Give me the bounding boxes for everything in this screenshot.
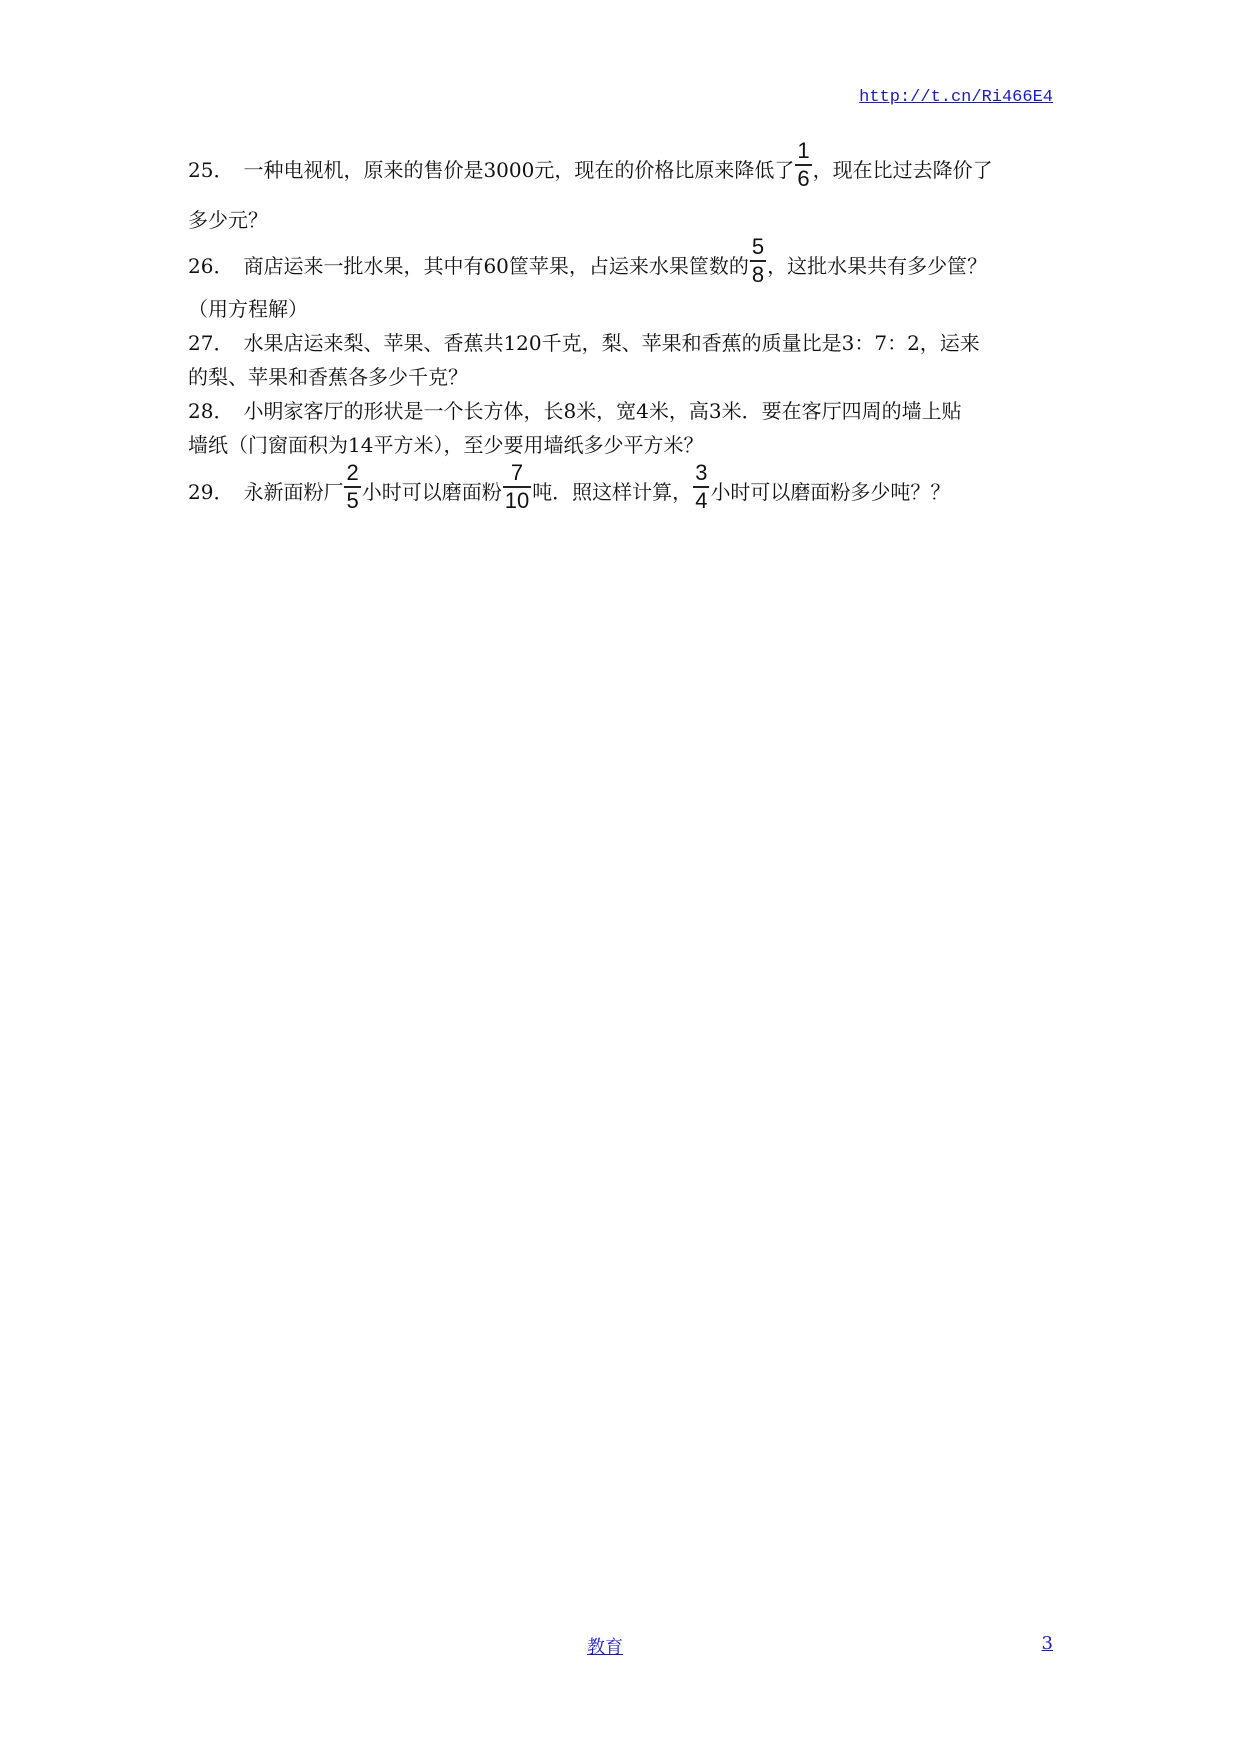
fraction: [693, 459, 709, 513]
fraction-numerator: 5: [751, 233, 765, 259]
footer-link[interactable]: 教育: [587, 1637, 623, 1658]
question-text: 水果店运来梨、苹果、香蕉共120千克，梨、苹果和香蕉的质量比是3：7：2，运来: [243, 331, 980, 355]
fraction: [795, 137, 811, 191]
fraction-denominator: 10: [504, 487, 530, 513]
question-text: 商店运来一批水果，其中有60筐苹果，占运来水果筐数的: [243, 254, 749, 278]
question-text: 小时可以磨面粉: [361, 480, 502, 504]
question-27-line-2: [188, 360, 1056, 394]
question-text: 小明家客厅的形状是一个长方体，长8米，宽4米，高3米．要在客厅四周的墙上贴: [243, 399, 962, 423]
header-link[interactable]: http://t.cn/Ri466E4: [859, 88, 1053, 107]
fraction-denominator: 6: [797, 165, 810, 191]
fraction: [344, 459, 360, 513]
page-number[interactable]: 3: [1041, 1633, 1053, 1654]
question-number: 25．: [188, 158, 234, 182]
question-text: 多少元？: [188, 208, 268, 232]
question-text: ，这批水果共有多少筐？: [767, 254, 988, 278]
question-text: ，现在比过去降价了: [812, 158, 993, 182]
question-27: [188, 326, 1056, 394]
fraction-numerator: 1: [797, 137, 810, 163]
question-25-line-1: [188, 137, 1056, 191]
fraction: [503, 459, 531, 513]
fraction-numerator: 7: [510, 459, 524, 485]
question-number: 26．: [188, 254, 234, 278]
fraction-denominator: 8: [751, 261, 765, 287]
question-text: 墙纸（门窗面积为14平方米），至少要用墙纸多少平方米？: [188, 433, 704, 457]
fraction-denominator: 4: [695, 487, 708, 513]
question-text: （用方程解）: [188, 297, 308, 321]
question-28-line-2: [188, 428, 1056, 462]
question-28-line-1: [188, 394, 1056, 428]
question-number: 28．: [188, 399, 234, 423]
question-27-line-1: [188, 326, 1056, 360]
question-text: 永新面粉厂: [243, 480, 344, 504]
question-text: 的梨、苹果和香蕉各多少千克？: [188, 365, 468, 389]
question-26-line-1: [188, 233, 1056, 287]
question-list: [188, 137, 1056, 513]
question-29: [188, 459, 1056, 513]
question-28: [188, 394, 1056, 462]
fraction: [750, 233, 766, 287]
question-text: 吨．照这样计算，: [532, 480, 693, 504]
question-text: 一种电视机，原来的售价是3000元，现在的价格比原来降低了: [243, 158, 795, 182]
question-26: [188, 233, 1056, 326]
question-text: 小时可以磨面粉多少吨？？: [710, 480, 951, 504]
question-26-line-2: [188, 292, 1056, 326]
question-number: 29．: [188, 480, 234, 504]
question-25-line-2: [188, 200, 1056, 240]
question-25: [188, 137, 1056, 240]
fraction-numerator: 2: [346, 459, 359, 485]
fraction-numerator: 3: [695, 459, 708, 485]
fraction-denominator: 5: [346, 487, 359, 513]
question-number: 27．: [188, 331, 234, 355]
